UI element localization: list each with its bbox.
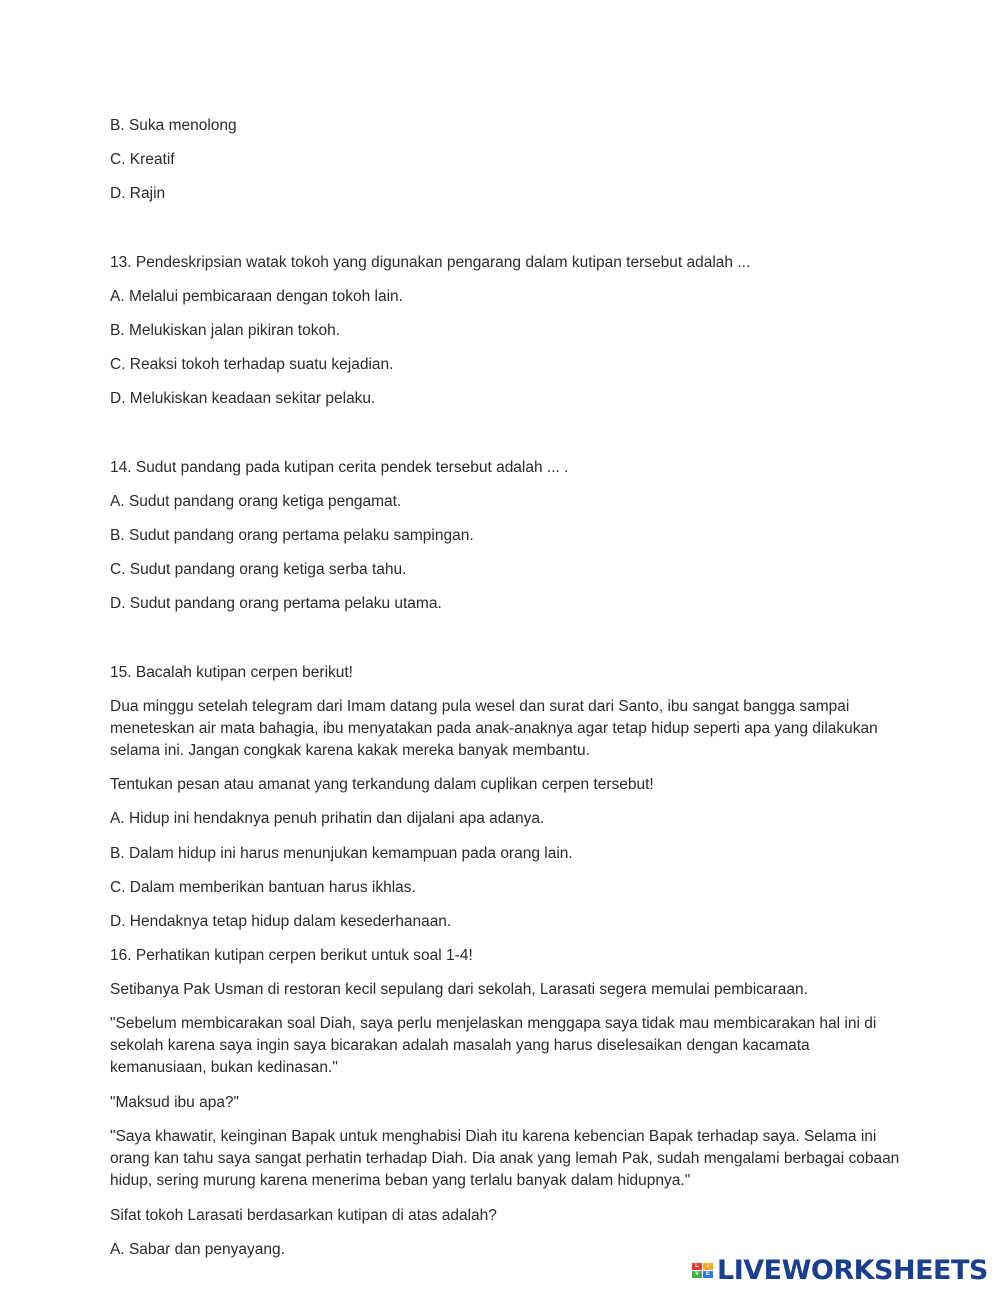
liveworksheets-logo-mark-icon [692,1263,713,1278]
q16-question: 16. Perhatikan kutipan cerpen berikut untuk soal 1-4! [110,947,473,964]
q15-prompt: Tentukan pesan atau amanat yang terkandung dalam cuplikan cerpen tersebut! [110,776,654,793]
logo-letter-l: L [692,1263,702,1270]
q15-option-b: B. Dalam hidup ini harus menunjukan kemampuan pada orang lain. [110,845,573,862]
logo-letter-v: V [692,1271,702,1278]
q16-option-a: A. Sabar dan penyayang. [110,1241,285,1258]
q14-question: 14. Sudut pandang pada kutipan cerita pendek tersebut adalah ... . [110,459,569,476]
q16-prompt: Sifat tokoh Larasati berdasarkan kutipan di atas adalah? [110,1207,497,1224]
q15-passage: Dua minggu setelah telegram dari Imam datang pula wesel dan surat dari Santo, ibu sangat bangga sampai meneteskan air mata bahagia, ibu menyatakan pada anak-anaknya agar tetap hidup seperti apa yang dilakukan selama ini. Jangan congkak karena kakak mereka banyak membantu. [110,698,878,759]
q15-option-d: D. Hendaknya tetap hidup dalam kesederhanaan. [110,913,452,930]
q16-intro: Setibanya Pak Usman di restoran kecil sepulang dari sekolah, Larasati segera memulai pembicaraan. [110,981,808,998]
logo-letter-e: E [703,1271,713,1278]
q12-option-b: B. Suka menolong [110,117,237,134]
liveworksheets-logo-text: LIVEWORKSHEETS [717,1254,988,1286]
q14-option-a: A. Sudut pandang orang ketiga pengamat. [110,493,402,510]
q15-option-a: A. Hidup ini hendaknya penuh prihatin dan dijalani apa adanya. [110,810,545,827]
q13-option-b: B. Melukiskan jalan pikiran tokoh. [110,322,341,339]
q14-option-b: B. Sudut pandang orang pertama pelaku sampingan. [110,527,474,544]
q13-option-a: A. Melalui pembicaraan dengan tokoh lain. [110,288,403,305]
q14-option-d: D. Sudut pandang orang pertama pelaku utama. [110,595,442,612]
q13-option-c: C. Reaksi tokoh terhadap suatu kejadian. [110,356,394,373]
q16-quote-2: "Maksud ibu apa?" [110,1094,240,1111]
liveworksheets-logo [692,1254,988,1286]
logo-letter-i: I [703,1263,713,1270]
q14-option-c: C. Sudut pandang orang ketiga serba tahu. [110,561,407,578]
q12-option-d: D. Rajin [110,185,166,202]
q16-quote-1: "Sebelum membicarakan soal Diah, saya perlu menjelaskan menggapa saya tidak mau membicarakan hal ini di sekolah karena saya ingin saya bicarakan adalah masalah yang harus diselesaikan dengan kacamata kemanusiaan, bukan kedinasan." [110,1015,877,1076]
q13-question: 13. Pendeskripsian watak tokoh yang digunakan pengarang dalam kutipan tersebut adalah ... [110,254,751,271]
q13-option-d: D. Melukiskan keadaan sekitar pelaku. [110,390,376,407]
q15-question: 15. Bacalah kutipan cerpen berikut! [110,664,353,681]
q12-option-c: C. Kreatif [110,151,175,168]
q15-option-c: C. Dalam memberikan bantuan harus ikhlas. [110,879,416,896]
q16-quote-3: "Saya khawatir, keinginan Bapak untuk menghabisi Diah itu karena kebencian Bapak terhadap saya. Selama ini orang kan tahu saya sangat perhatin terhadap Diah. Dia anak yang lemah Pak, sudah mengalami berbagai cobaan hidup, sering murung karena menerima beban yang terlalu banyak dalam hidupnya." [110,1128,900,1189]
